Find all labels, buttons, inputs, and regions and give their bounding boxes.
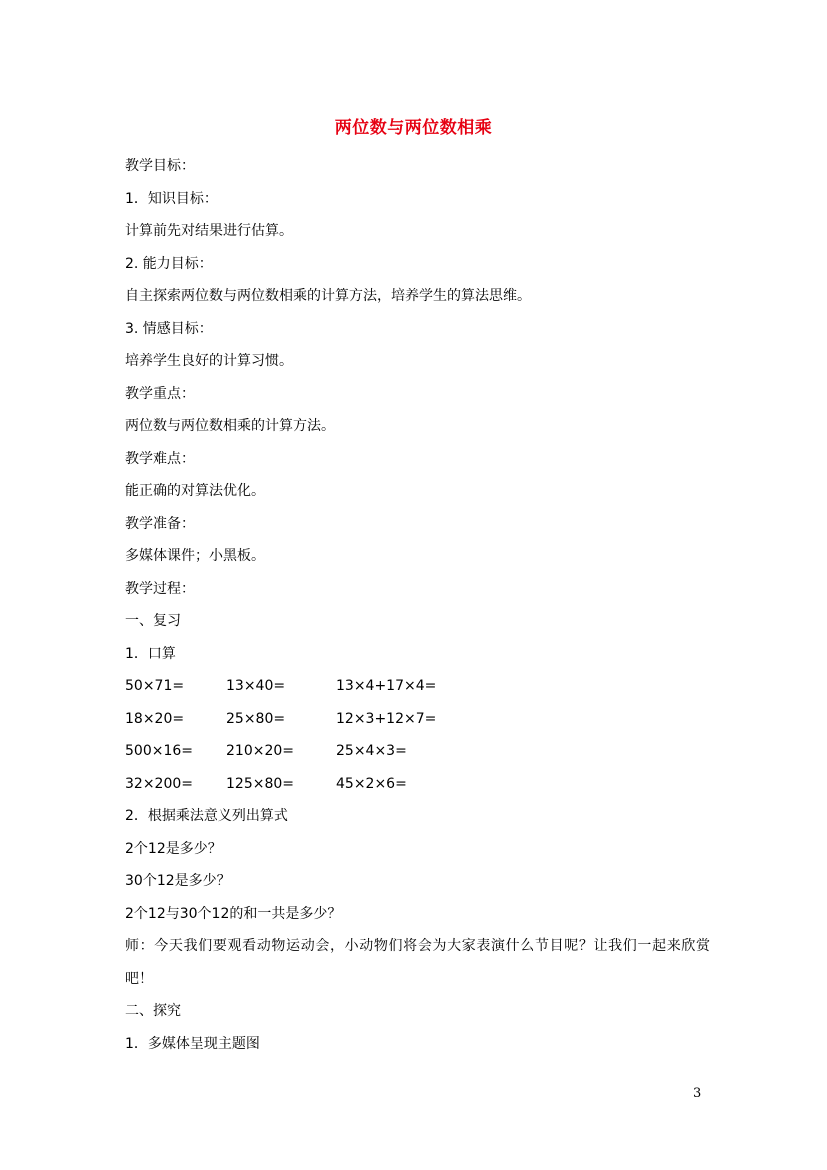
page-number: 3 xyxy=(693,1086,702,1101)
calc-cell: 12×3+12×7= xyxy=(336,710,437,727)
key-points-text: 两位数与两位数相乘的计算方法。 xyxy=(125,418,335,434)
emotion-goal-text: 培养学生良好的计算习惯。 xyxy=(125,353,293,369)
section-review: 一、复习 xyxy=(125,613,181,629)
document-body xyxy=(125,150,710,1060)
calc-cell: 18×20= xyxy=(125,710,185,727)
page-title: 两位数与两位数相乘 xyxy=(334,118,493,138)
emotion-goal-label: 3. 情感目标： xyxy=(125,320,213,337)
difficulties-text: 能正确的对算法优化。 xyxy=(125,483,265,499)
subsection-multimedia: 1．多媒体呈现主题图 xyxy=(125,1035,260,1052)
knowledge-goal-text: 计算前先对结果进行估算。 xyxy=(125,223,293,239)
knowledge-goal-label: 1．知识目标： xyxy=(125,190,218,207)
calc-row xyxy=(125,703,710,736)
subsection-multiplication-meaning: 2．根据乘法意义列出算式 xyxy=(125,808,288,824)
calc-cell: 13×40= xyxy=(226,678,286,694)
calc-cell: 125×80= xyxy=(226,775,294,792)
subsection-oral-calc: 1．口算 xyxy=(125,645,176,662)
question-line: 30个12是多少？ xyxy=(125,873,231,889)
calc-cell: 32×200= xyxy=(125,775,193,792)
calc-cell: 25×4×3= xyxy=(336,743,407,759)
heading-teaching-goals: 教学目标： xyxy=(125,158,195,174)
calc-cell: 13×4+17×4= xyxy=(336,678,437,694)
section-explore: 二、探究 xyxy=(125,1003,181,1019)
calc-cell: 210×20= xyxy=(226,743,294,759)
calc-cell: 45×2×6= xyxy=(336,775,407,792)
preparation-text: 多媒体课件；小黑板。 xyxy=(125,548,265,564)
heading-key-points: 教学重点： xyxy=(125,385,195,402)
calc-cell: 500×16= xyxy=(125,743,193,759)
calc-cell: 25×80= xyxy=(226,710,286,727)
teacher-paragraph: 师：今天我们要观看动物运动会，小动物们将会为大家表演什么节目呢？让我们一起来欣赏吧！ xyxy=(125,938,710,987)
ability-goal-text: 自主探索两位数与两位数相乘的计算方法，培养学生的算法思维。 xyxy=(125,288,531,304)
heading-difficulties: 教学难点： xyxy=(125,450,195,467)
ability-goal-label: 2. 能力目标： xyxy=(125,255,213,272)
calc-row xyxy=(125,735,710,768)
calc-row xyxy=(125,670,710,703)
heading-preparation: 教学准备： xyxy=(125,515,195,532)
question-line: 2个12是多少？ xyxy=(125,840,222,857)
heading-process: 教学过程： xyxy=(125,580,195,597)
question-line: 2个12与30个12的和一共是多少？ xyxy=(125,905,342,922)
calc-cell: 50×71= xyxy=(125,678,185,694)
calc-row xyxy=(125,768,710,801)
